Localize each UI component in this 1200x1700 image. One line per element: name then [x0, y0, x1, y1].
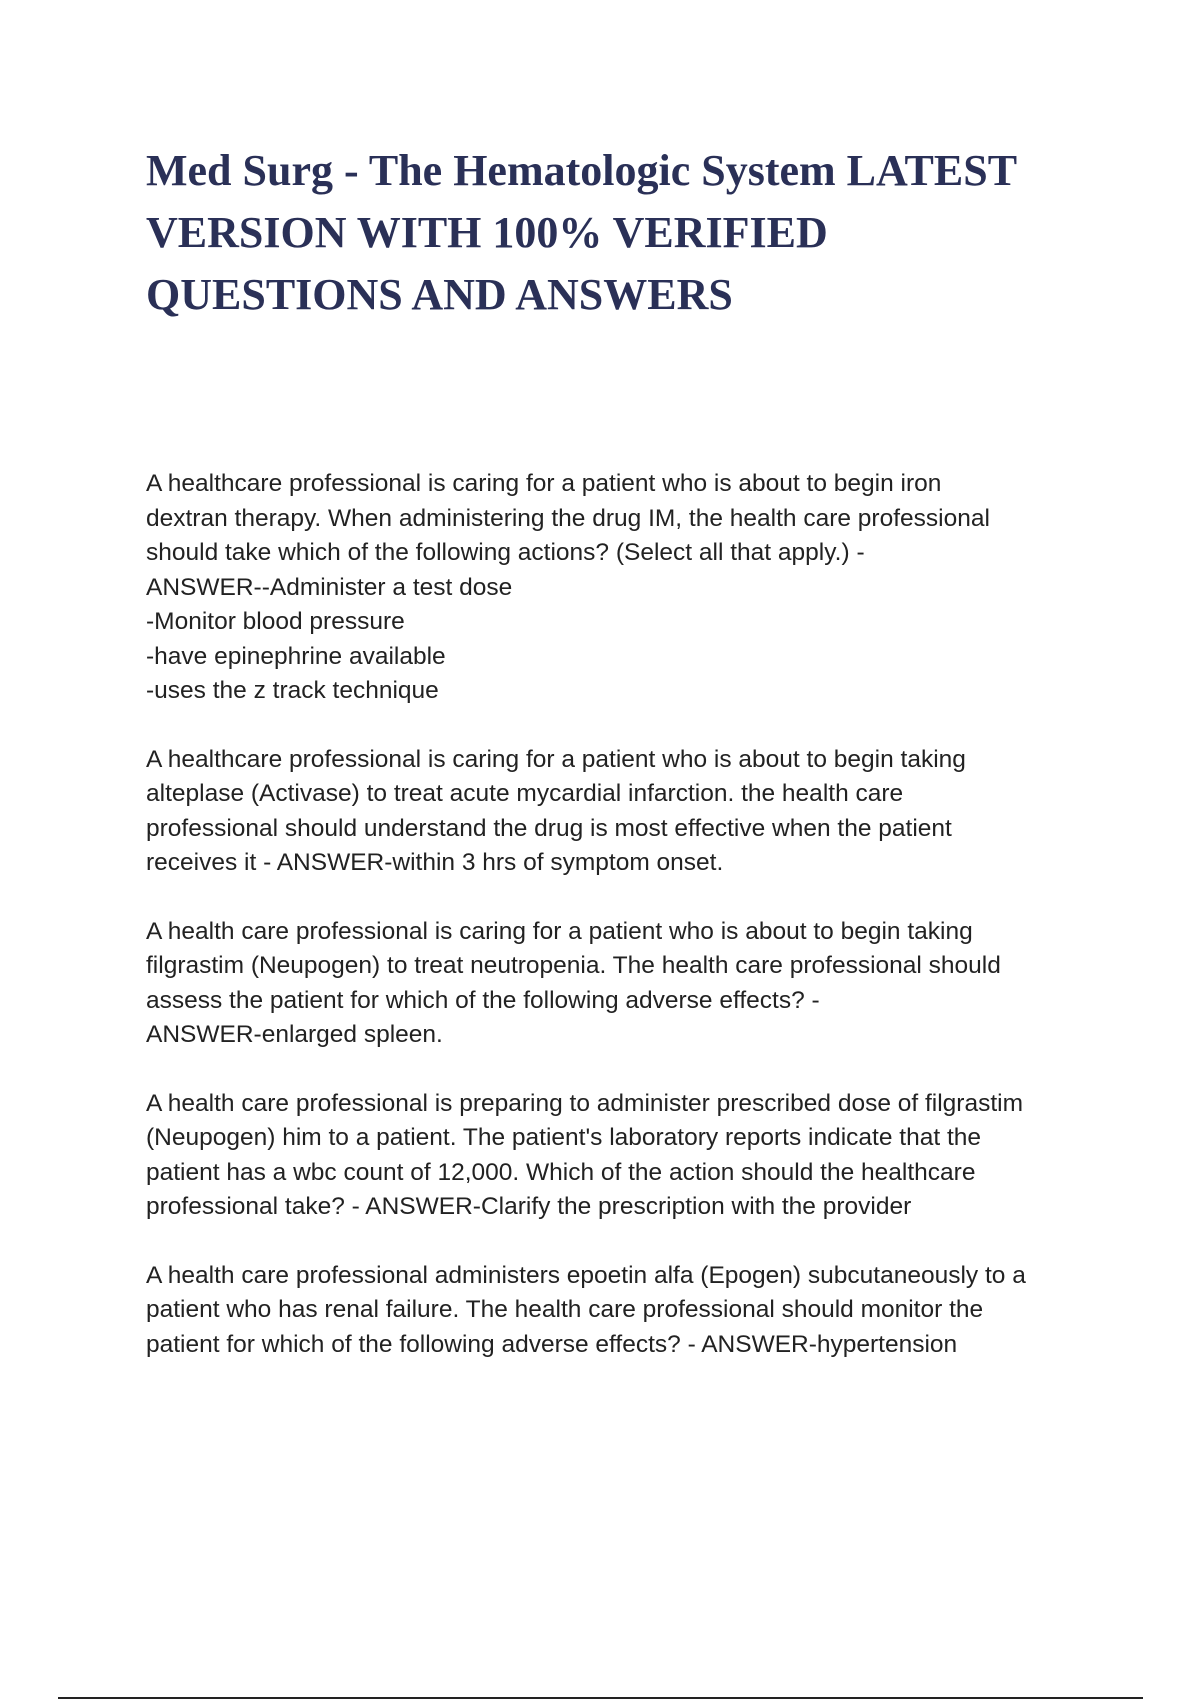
qa-line: patient for which of the following adverse effects? - ANSWER-hypertension — [146, 1330, 958, 1358]
qa-item-epoetin — [146, 1259, 1106, 1363]
title-line: VERSION WITH 100% VERIFIED — [146, 208, 828, 257]
qa-line: (Neupogen) him to a patient. The patient's laboratory reports indicate that the — [146, 1124, 981, 1151]
qa-line: assess the patient for which of the following adverse effects? - — [146, 986, 820, 1014]
qa-line: ANSWER--Administer a test dose — [146, 573, 513, 601]
qa-line: professional take? - ANSWER-Clarify the prescription with the provider — [146, 1193, 912, 1220]
qa-line: professional should understand the drug is most effective when the patient — [146, 814, 952, 842]
qa-item-filgrastim-adverse — [146, 915, 1106, 1053]
qa-line: should take which of the following actions? (Select all that apply.) - — [146, 539, 865, 566]
qa-item-filgrastim-wbc — [146, 1087, 1106, 1225]
qa-line: -Monitor blood pressure — [146, 608, 405, 635]
qa-line: ANSWER-enlarged spleen. — [146, 1021, 443, 1048]
qa-line: -have epinephrine available — [146, 642, 446, 670]
qa-line: A health care professional is preparing to administer prescribed dose of filgrastim — [146, 1089, 1023, 1117]
qa-line: receives it - ANSWER-within 3 hrs of symptom onset. — [146, 849, 724, 876]
qa-line: A healthcare professional is caring for a patient who is about to begin taking — [146, 745, 966, 773]
qa-item-alteplase — [146, 743, 1106, 881]
page-title — [146, 140, 1106, 326]
qa-line: patient who has renal failure. The health care professional should monitor the — [146, 1296, 984, 1323]
footer-divider — [58, 1697, 1143, 1699]
qa-line: A healthcare professional is caring for a patient who is about to begin iron — [146, 470, 942, 497]
qa-line: A health care professional administers epoetin alfa (Epogen) subcutaneously to a — [146, 1261, 1026, 1289]
title-line: Med Surg - The Hematologic System LATEST — [146, 146, 1018, 195]
title-line: QUESTIONS AND ANSWERS — [146, 270, 733, 319]
qa-line: -uses the z track technique — [146, 677, 439, 704]
qa-line: dextran therapy. When administering the drug IM, the health care professional — [146, 504, 990, 532]
qa-item-iron-dextran — [146, 467, 1106, 709]
qa-line: alteplase (Activase) to treat acute mycardial infarction. the health care — [146, 780, 904, 807]
qa-line: patient has a wbc count of 12,000. Which of the action should the healthcare — [146, 1158, 976, 1186]
qa-line: A health care professional is caring for a patient who is about to begin taking — [146, 917, 973, 945]
qa-line: filgrastim (Neupogen) to treat neutropenia. The health care professional should — [146, 952, 1001, 979]
qa-content — [146, 467, 1106, 1396]
